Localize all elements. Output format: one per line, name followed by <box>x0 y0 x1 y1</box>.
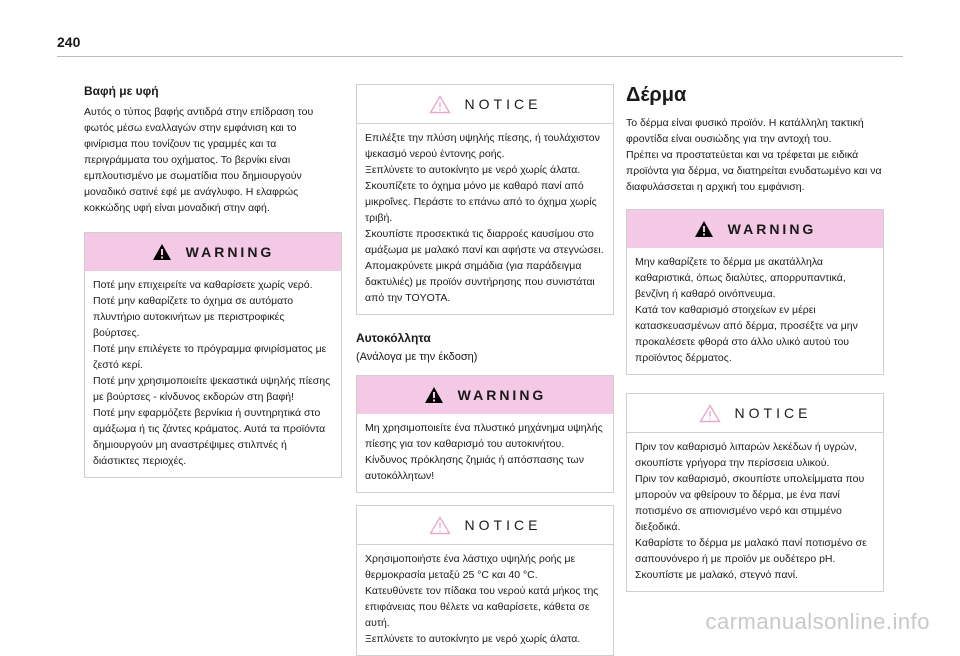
warning-label: WARNING <box>185 244 275 260</box>
notice-triangle-icon <box>429 95 451 114</box>
warning-header <box>85 233 341 271</box>
notice-label: NOTICE <box>464 517 542 533</box>
column-2 <box>356 84 614 656</box>
warning-header <box>357 376 613 414</box>
notice-label: NOTICE <box>464 96 542 112</box>
warning-text: Ποτέ μην επιχειρείτε να καθαρίσετε χωρίς νερό. Ποτέ μην καθαρίζετε το όχημα σε αυτόματο πλυντήριο αυτοκινήτων με περιστροφικές βούρτσες. Ποτέ μην επιλέγετε το πρόγραμμα φινιρίσματος με ζεστό κερί. Ποτέ μην χρησιμοποιείτε ψεκαστικά υψηλής πίεσης με βούρτσες - κίνδυνος εκδορών στη βαφή! Ποτέ μην εφαρμόζετε βερνίκια ή συντηρητικά στο αμάξωμα ή τις ζάντες κράματος. Αυτά τα προϊόντα δημιουργούν μη αναστρέψιμες στιλπνές ή διάστικτες περιοχές. <box>93 279 331 467</box>
warning-text: Μην καθαρίζετε το δέρμα με ακατάλληλα καθαριστικά, όπως διαλύτες, απορρυπαντικά, βενζίνη ή καθαρό οινόπνευμα. Κατά τον καθαρισμό στοιχείων εν μέρει κατασκευασμένων από δέρμα, προσέξτε να μην προκαλέσετε φθορά στο άλλο υλικό αυτού του προϊόντος δέρματος. <box>635 256 858 364</box>
notice-text: Χρησιμοποιήστε ένα λάστιχο υψηλής ροής με θερμοκρασία μεταξύ 25 °C και 40 °C. Κατευθύνετε τον πίδακα του νερού κατά μήκος της επιφάνειας που θέλετε να καθαρίσετε, κάθετα σε αυτή. Ξεπλύνετε το αυτοκίνητο με νερό χωρίς άλατα. <box>365 553 599 645</box>
notice-text: Επιλέξτε την πλύση υψηλής πίεσης, ή τουλάχιστον ψεκασμό νερού έντονης ροής. Ξεπλύνετε το αυτοκίνητο με νερό χωρίς άλατα. Σκουπίζετε το όχημα μόνο με καθαρό πανί από μικροΐνες. Περάστε το επάνω από το όχημα χωρίς τριβή. Σκουπίστε προσεκτικά τις διαρροές καυσίμου στο αμάξωμα με μαλακό πανί και αφήστε να στεγνώσει. Απομακρύνετε μικρά σημάδια (για παράδειγμα δακτυλιές) με προϊόν συντήρησης που συνιστάται από την TOYOTA. <box>365 132 604 304</box>
warning-triangle-icon <box>694 220 714 238</box>
warning-box <box>356 375 614 493</box>
notice-box <box>356 84 614 315</box>
notice-text: Πριν τον καθαρισμό λιπαρών λεκέδων ή υγρών, σκουπίστε γρήγορα την περίσσεια υλικού. Πριν τον καθαρισμό, σκουπίστε υπολείμματα που μπορούν να φθείρουν το δέρμα, με ένα πανί ποτισμένο σε απιονισμένο νερό και στιμμένο διεξοδικά. Καθαρίστε το δέρμα με μαλακό πανί ποτισμένο σε σαπουνόνερο ή με προϊόν με ουδέτερο pH. Σκουπίστε με μαλακό, στεγνό πανί. <box>635 441 867 581</box>
column-3 <box>626 84 884 592</box>
notice-triangle-icon <box>699 404 721 423</box>
column-1 <box>84 84 342 478</box>
warning-box <box>626 209 884 375</box>
section-heading-textured-paint: Βαφή με υφή <box>84 84 159 98</box>
section-title-leather: Δέρμα <box>626 84 687 106</box>
warning-box <box>84 232 342 478</box>
warning-triangle-icon <box>424 386 444 404</box>
watermark: carmanualsonline.info <box>705 609 930 634</box>
section-text-textured-paint: Αυτός ο τύπος βαφής αντιδρά στην επίδραση του φωτός μέσω εναλλαγών στην εμφάνιση και το φινίρισμα που τονίζουν τις γραμμές και τα περιγράμματα του οχήματος. Το βερνίκι είναι εμπλουτισμένο με σωματίδια που δημιουργούν μοναδικό σατινέ εφέ με ανάγλυφο. Η ελαφρώς κοκκώδης υφή είναι μοναδική στην αφή. <box>84 106 314 214</box>
notice-header <box>627 394 883 432</box>
page-number: 240 <box>57 34 81 50</box>
section-subheading-stickers: (Ανάλογα με την έκδοση) <box>356 351 478 363</box>
top-divider <box>57 56 903 57</box>
notice-box <box>356 505 614 656</box>
warning-label: WARNING <box>727 221 817 237</box>
warning-header <box>627 210 883 248</box>
notice-label: NOTICE <box>734 405 812 421</box>
warning-text: Μη χρησιμοποιείτε ένα πλυστικό μηχάνημα υψηλής πίεσης για τον καθαρισμό του αυτοκινήτου. Κίνδυνος πρόκλησης ζημιάς ή απόσπασης των αυτοκόλλητων! <box>365 422 603 482</box>
notice-triangle-icon <box>429 516 451 535</box>
section-heading-stickers: Αυτοκόλλητα <box>356 331 431 345</box>
notice-header <box>357 85 613 123</box>
notice-header <box>357 506 613 544</box>
warning-label: WARNING <box>457 387 547 403</box>
notice-box <box>626 393 884 592</box>
warning-triangle-icon <box>152 243 172 261</box>
section-text-leather: Το δέρμα είναι φυσικό προϊόν. Η κατάλληλη τακτική φροντίδα είναι ουσιώδης για την αντοχή του. Πρέπει να προστατεύεται και να τρέφεται με ειδικά προϊόντα για δέρμα, να διατηρείται ενυδατωμένο και να διαφυλάσσεται η αρχική του εμφάνιση. <box>626 117 882 193</box>
